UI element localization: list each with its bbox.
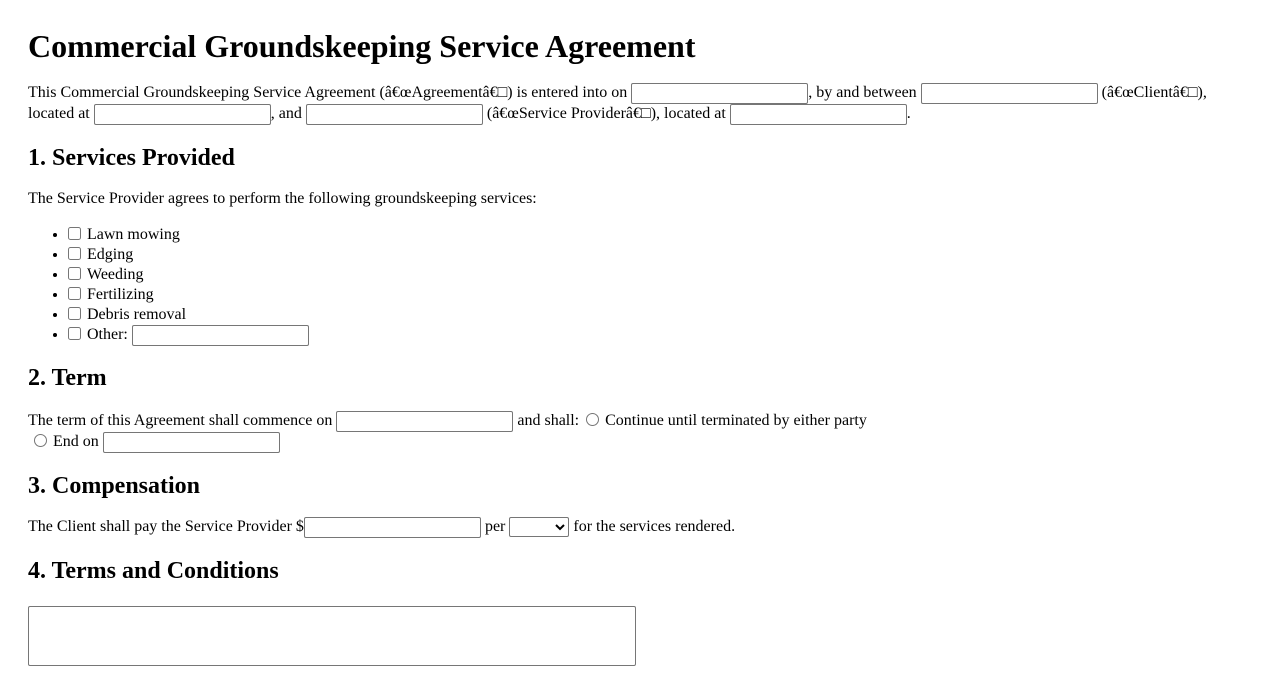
page-title: Commercial Groundskeeping Service Agreement [28, 28, 696, 64]
services-list [28, 225, 1250, 345]
intro-paragraph [28, 83, 1238, 125]
service-item-edging [68, 245, 1250, 265]
other-label: Other: [87, 326, 128, 343]
conditions-heading: 4. Terms and Conditions [28, 558, 279, 584]
service-item-lawn-mowing [68, 225, 1250, 245]
payment-amount-field[interactable] [304, 517, 481, 538]
term-paragraph [28, 411, 1250, 453]
term-heading: 2. Term [28, 365, 107, 391]
continue-radio[interactable] [586, 413, 599, 426]
intro-text-2: , by and between [808, 84, 921, 101]
weeding-checkbox[interactable] [68, 267, 81, 280]
service-item-weeding [68, 265, 1250, 285]
service-item-debris-removal [68, 305, 1250, 325]
service-label: Debris removal [87, 306, 187, 323]
term-end-date-field[interactable] [103, 432, 280, 453]
service-item-other [68, 325, 1250, 345]
compensation-paragraph [28, 517, 1250, 538]
agreement-date-field[interactable] [631, 83, 808, 104]
fertilizing-checkbox[interactable] [68, 287, 81, 300]
continue-label: Continue until terminated by either party [605, 412, 867, 429]
provider-name-field[interactable] [306, 104, 483, 125]
terms-conditions-textarea[interactable] [28, 606, 636, 666]
lawn-mowing-checkbox[interactable] [68, 227, 81, 240]
term-text-1: The term of this Agreement shall commence on [28, 412, 337, 429]
agreement-page [0, 27, 1278, 666]
end-on-radio[interactable] [34, 434, 47, 447]
compensation-text-3: for the services rendered. [569, 518, 736, 535]
intro-text-4: , and [270, 105, 306, 122]
client-address-field[interactable] [94, 104, 271, 125]
edging-checkbox[interactable] [68, 247, 81, 260]
compensation-heading: 3. Compensation [28, 473, 201, 499]
provider-address-field[interactable] [730, 104, 907, 125]
end-on-label: End on [53, 433, 99, 450]
other-checkbox[interactable] [68, 327, 81, 340]
term-start-date-field[interactable] [336, 411, 513, 432]
other-service-field[interactable] [132, 325, 309, 346]
client-name-field[interactable] [921, 83, 1098, 104]
service-item-fertilizing [68, 285, 1250, 305]
intro-text-6: . [906, 105, 911, 122]
services-text: The Service Provider agrees to perform the following groundskeeping services: [28, 190, 537, 207]
intro-text-1: This Commercial Groundskeeping Service Agreement (â€œAgreementâ€□) is entered into on [28, 84, 632, 101]
term-text-2: and shall: [513, 412, 580, 429]
service-label: Fertilizing [87, 286, 154, 303]
service-label: Edging [87, 246, 134, 263]
payment-period-select[interactable] [509, 517, 569, 537]
compensation-text-1: The Client shall pay the Service Provider $ [28, 518, 304, 535]
compensation-text-2: per [480, 518, 510, 535]
intro-text-5: (â€œService Providerâ€□), located at [482, 105, 730, 122]
service-label: Weeding [87, 266, 144, 283]
services-heading: 1. Services Provided [28, 145, 235, 171]
debris-removal-checkbox[interactable] [68, 307, 81, 320]
intro-text-3: (â€œClientâ€□), located at [28, 84, 1207, 122]
service-label: Lawn mowing [87, 226, 180, 243]
